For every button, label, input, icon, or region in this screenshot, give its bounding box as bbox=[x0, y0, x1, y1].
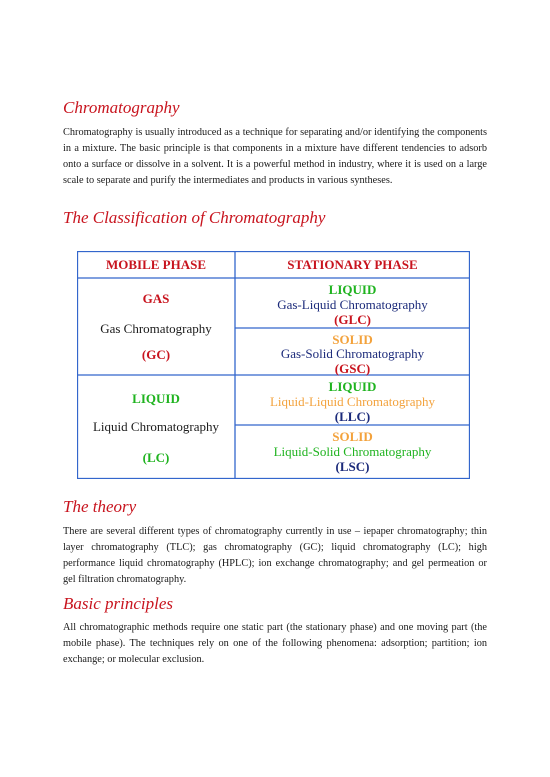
mobile-gas-label: GAS bbox=[142, 291, 170, 306]
heading-classification: The Classification of Chromatography bbox=[63, 208, 326, 227]
header-mobile-phase: MOBILE PHASE bbox=[105, 257, 207, 272]
lsc-abbr: (LSC) bbox=[335, 459, 370, 474]
mobile-liquid-label: LIQUID bbox=[132, 391, 180, 406]
glc-phase: LIQUID bbox=[328, 282, 377, 297]
header-stationary-phase: STATIONARY PHASE bbox=[287, 257, 418, 272]
heading-chromatography: Chromatography bbox=[63, 98, 180, 117]
gsc-name: Gas-Solid Chromatography bbox=[280, 346, 425, 361]
gas-chromatography-label: Gas Chromatography bbox=[100, 321, 212, 336]
lsc-name: Liquid-Solid Chromatography bbox=[273, 444, 432, 459]
heading-theory: The theory bbox=[63, 497, 137, 516]
theory-paragraph: There are several different types of chromatography currently in use – iepaper chromatography; thin layer chromatography (TLC); gas chromatography (GC); liquid chromatography (LC); high performance liquid chromatography (HPLC); ion exchange chromatography; and gel permeation or gel filtration chromatography. bbox=[63, 526, 487, 585]
heading-basic-principles: Basic principles bbox=[63, 594, 174, 613]
glc-abbr: (GLC) bbox=[334, 312, 371, 327]
llc-name: Liquid-Liquid Chromatography bbox=[269, 394, 435, 409]
gsc-phase: SOLID bbox=[332, 332, 373, 347]
liquid-chromatography-label: Liquid Chromatography bbox=[92, 419, 219, 434]
llc-phase: LIQUID bbox=[328, 379, 377, 394]
classification-table bbox=[77, 251, 470, 479]
lc-abbr: (LC) bbox=[142, 450, 170, 465]
principles-paragraph: All chromatographic methods require one static part (the stationary phase) and one moving part (the mobile phase). The techniques rely on one of the following phenomena: adsorption; partition; ion exchange; or molecular exclusion. bbox=[63, 622, 487, 665]
gc-abbr: (GC) bbox=[141, 347, 171, 362]
glc-name: Gas-Liquid Chromatography bbox=[277, 297, 428, 312]
intro-paragraph: Chromatography is usually introduced as a technique for separating and/or identifying the components in a mixture. The basic principle is that components in a mixture have different tendencies to adsorb onto a surface or dissolve in a solvent. It is a powerful method in industry, where it is used on a large scale to separate and purify the intermediates and products in various syntheses. bbox=[63, 127, 487, 186]
llc-abbr: (LLC) bbox=[334, 409, 371, 424]
lsc-phase: SOLID bbox=[332, 429, 373, 444]
gsc-abbr: (GSC) bbox=[334, 361, 371, 376]
